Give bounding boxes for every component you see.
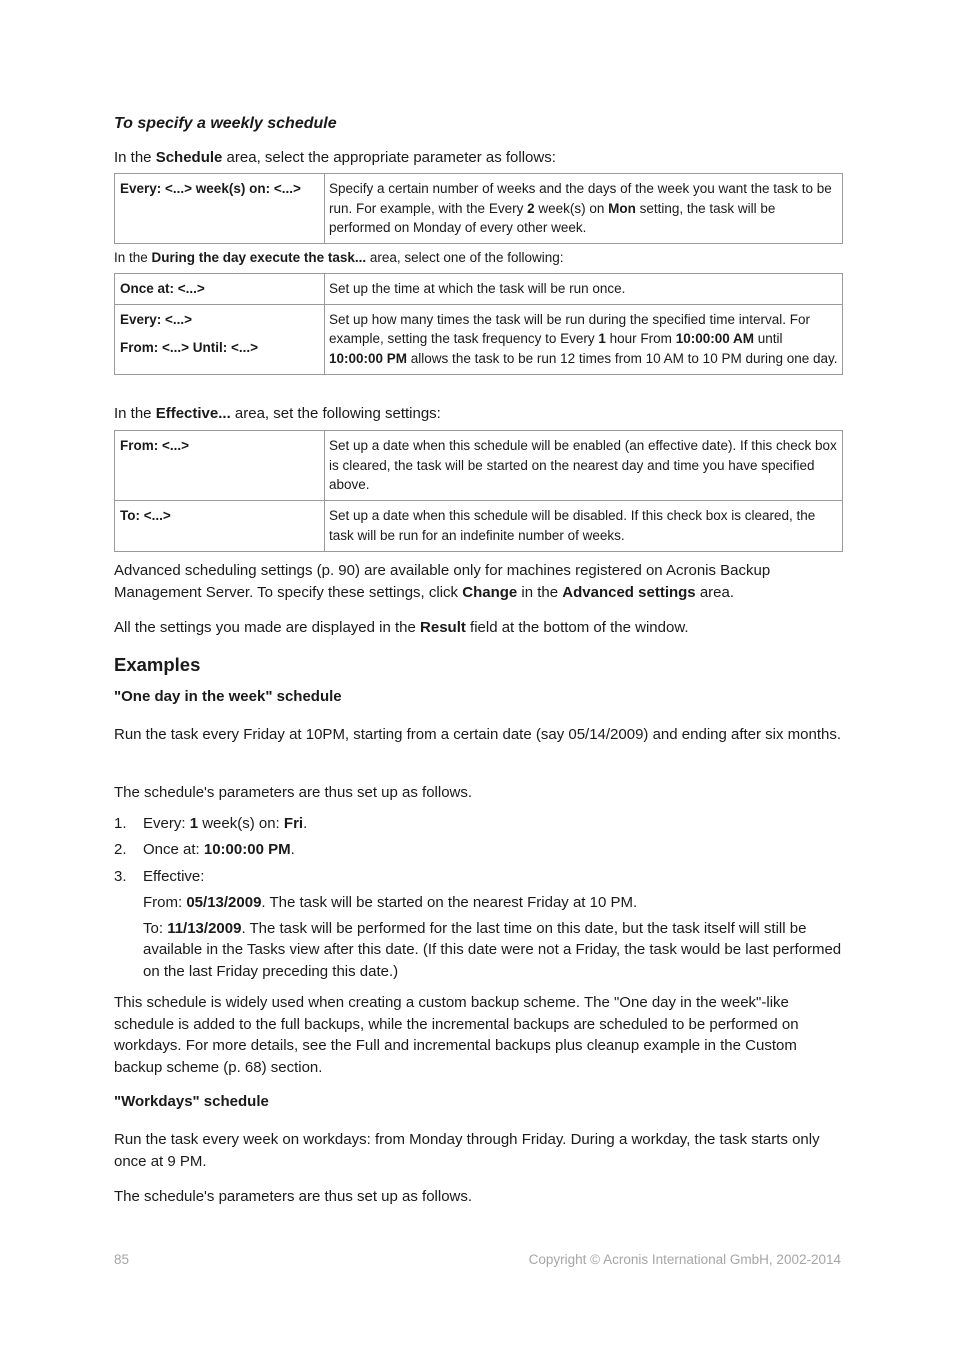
table-value: Specify a certain number of weeks and the days of the week you want the task to be run. For example, with the Every 2 week(s) on Mon setting, the task will be performed on Monday of every other week. bbox=[325, 174, 843, 244]
table-row bbox=[115, 174, 843, 244]
example1-description: Run the task every Friday at 10PM, starting from a certain date (say 05/14/2009) and ending after six months. bbox=[114, 726, 842, 743]
example1-heading: "One day in the week" schedule bbox=[114, 688, 342, 705]
table-key: From: <...> bbox=[115, 431, 325, 501]
table-row bbox=[115, 431, 843, 501]
weekly-schedule-heading: To specify a weekly schedule bbox=[114, 115, 337, 132]
table-key: Every: <...> From: <...> Until: <...> bbox=[115, 304, 325, 374]
example2-params-intro: The schedule's parameters are thus set up as follows. bbox=[114, 1188, 473, 1205]
list-item: 2. Once at: 10:00:00 PM. bbox=[114, 841, 295, 858]
example1-steps bbox=[114, 813, 843, 982]
table-key: Every: <...> week(s) on: <...> bbox=[115, 174, 325, 244]
table-value: Set up a date when this schedule will be disabled. If this check box is cleared, the task will be run for an indefinite number of weeks. bbox=[325, 501, 843, 551]
table-value: Set up how many times the task will be run during the specified time interval. For example, setting the task frequency to Every 1 hour From 10:00:00 AM until 10:00:00 PM allows the task to be run 12 times from 10 AM to 10 PM during one day. bbox=[325, 304, 843, 374]
table-row bbox=[115, 274, 843, 305]
table-key: To: <...> bbox=[115, 501, 325, 551]
list-item: 3. Effective: From: 05/13/2009. The task will be started on the nearest Friday at 10 PM. To: 11/13/2009. The task will be performed for the last time on this date, but the task itself will still be available in the Tasks view after this date. (If this date were not a Friday, the task would be last performed on the last Friday preceding this date.) bbox=[114, 866, 843, 983]
examples-heading: Examples bbox=[114, 654, 201, 675]
table-row bbox=[115, 501, 843, 551]
table-key: Once at: <...> bbox=[115, 274, 325, 305]
advanced-settings-paragraph: Advanced scheduling settings (p. 90) are available only for machines registered on Acronis Backup Management Server. To specify these settings, click Change in the Advanced settings area. bbox=[114, 562, 771, 601]
during-intro: In the During the day execute the task... area, select one of the following: bbox=[114, 250, 564, 265]
page-number: 85 bbox=[114, 1252, 130, 1267]
copyright-notice: Copyright © Acronis International GmbH, 2002-2014 bbox=[528, 1252, 841, 1267]
example2-heading: "Workdays" schedule bbox=[114, 1093, 269, 1110]
result-paragraph: All the settings you made are displayed in the Result field at the bottom of the window. bbox=[114, 619, 689, 636]
example1-params-intro: The schedule's parameters are thus set up as follows. bbox=[114, 784, 473, 801]
during-table bbox=[114, 273, 843, 375]
effective-to-line: To: 11/13/2009. The task will be performed for the last time on this date, but the task itself will still be available in the Tasks view after this date. (If this date were not a Friday, the task would be last performed on the last Friday preceding this date.) bbox=[143, 919, 842, 980]
example2-description: Run the task every week on workdays: from Monday through Friday. During a workday, the task starts only once at 9 PM. bbox=[114, 1131, 820, 1170]
example1-note: This schedule is widely used when creating a custom backup scheme. The "One day in the week"-like schedule is added to the full backups, while the incremental backups are scheduled to be performed on workdays. For more details, see the Full and incremental backups plus cleanup example in the Custom backup scheme (p. 68) section. bbox=[114, 994, 799, 1076]
schedule-table bbox=[114, 173, 843, 244]
table-row bbox=[115, 304, 843, 374]
table-value: Set up a date when this schedule will be enabled (an effective date). If this check box is cleared, the task will be started on the nearest day and time you have specified above. bbox=[325, 431, 843, 501]
effective-table bbox=[114, 430, 843, 552]
list-item: 1. Every: 1 week(s) on: Fri. bbox=[114, 815, 308, 832]
effective-from-line: From: 05/13/2009. The task will be started on the nearest Friday at 10 PM. bbox=[143, 893, 638, 911]
schedule-intro: In the Schedule area, select the appropriate parameter as follows: bbox=[114, 149, 556, 166]
table-value: Set up the time at which the task will be run once. bbox=[325, 274, 843, 305]
effective-intro: In the Effective... area, set the following settings: bbox=[114, 405, 441, 422]
